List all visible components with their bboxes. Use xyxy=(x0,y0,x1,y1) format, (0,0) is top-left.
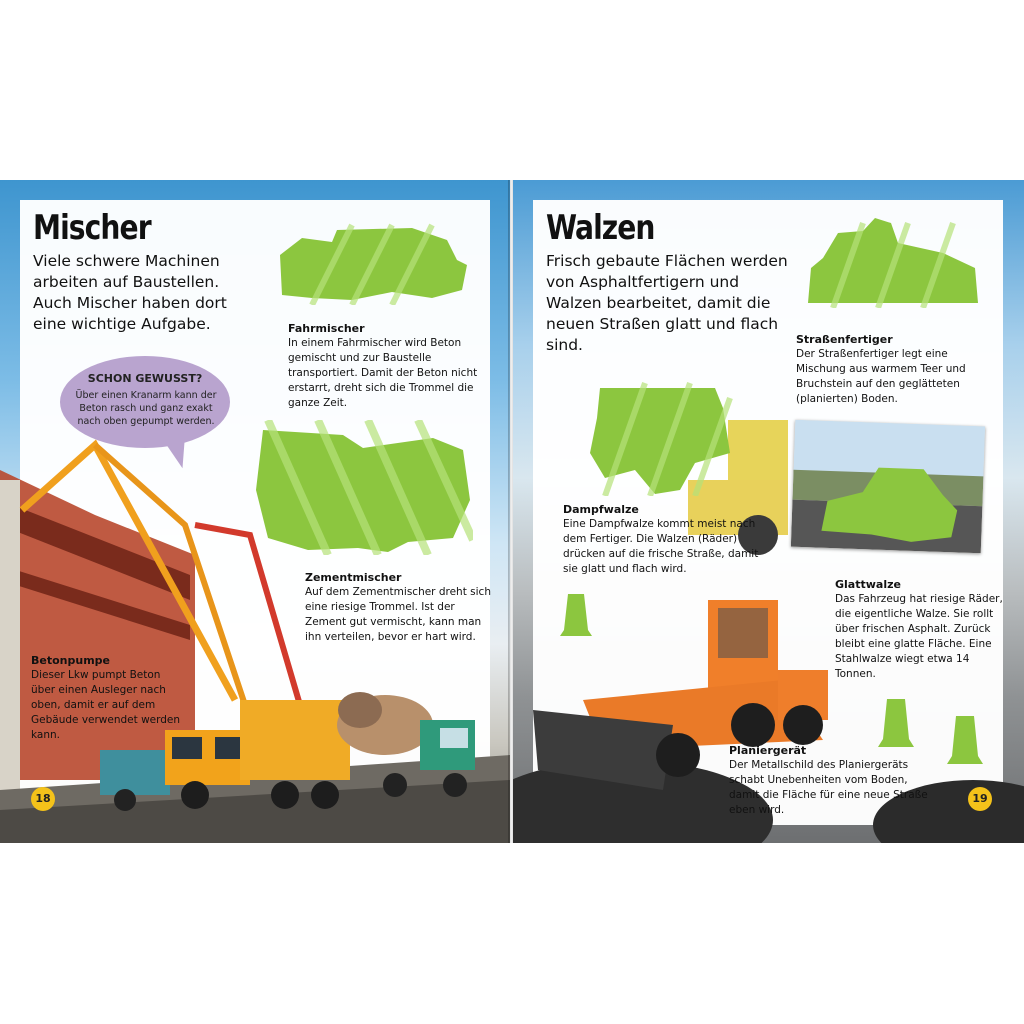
caption-text: Auf dem Zementmischer dreht sich eine riesige Trommel. Ist der Zement gut vermischt, kann man ihn verteilen, bevor er hart wird. xyxy=(305,586,491,643)
inset-scene xyxy=(791,420,985,554)
cone-icon xyxy=(878,697,914,747)
caption-text: Das Fahrzeug hat riesige Räder, die eigentliche Walze. Sie rollt über frischen Asphalt. Zurück bleibt eine glatte Fläche. Eine Stahlwalze wiegt etwa 14 Tonnen. xyxy=(835,593,1003,680)
smooth-roller-inset-photo xyxy=(791,420,985,554)
left-page xyxy=(0,180,510,843)
page-title: Walzen xyxy=(546,208,655,248)
caption-title: Straßenfertiger xyxy=(796,333,893,346)
intro-text: Viele schwere Machinen arbeiten auf Baustellen. Auch Mischer haben dort eine wichtige Aufgabe. xyxy=(33,252,227,333)
caption-fahrmischer xyxy=(288,321,488,411)
truck-mixer-silhouette-icon xyxy=(272,220,472,305)
caption-glattwalze xyxy=(835,577,1010,682)
cement-mixer-silhouette-icon xyxy=(248,420,473,555)
cone-icon xyxy=(560,592,592,636)
caption-title: Betonpumpe xyxy=(31,654,110,667)
road-paver-silhouette-icon xyxy=(803,213,983,308)
did-you-know-title: SCHON GEWUSST? xyxy=(87,372,203,385)
caption-text: In einem Fahrmischer wird Beton gemischt und zur Baustelle transportiert. Damit der Beton nicht erstarrt, dreht sich die Trommel die ganze Zeit. xyxy=(288,337,478,409)
caption-title: Fahrmischer xyxy=(288,322,365,335)
did-you-know-text: Über einen Kranarm kann der Beton rasch und ganz exakt nach oben gepumpt werden. xyxy=(75,390,217,427)
caption-title: Zementmischer xyxy=(305,571,402,584)
intro-text: Frisch gebaute Flächen werden von Asphaltfertigern und Walzen bearbeitet, damit die neuen Straßen glatt und flach sind. xyxy=(546,252,788,354)
page-number: 19 xyxy=(968,787,992,811)
caption-text: Eine Dampfwalze kommt meist nach dem Fertiger. Die Walzen (Räder) drücken auf die frische Straße, damit sie glatt und flach wird. xyxy=(563,518,759,575)
caption-betonpumpe xyxy=(31,653,181,743)
cone-icon xyxy=(947,714,983,764)
page-number: 18 xyxy=(31,787,55,811)
caption-text: Dieser Lkw pumpt Beton über einen Ausleger nach oben, damit er auf dem Gebäude verwendet werden kann. xyxy=(31,669,181,741)
book-spread xyxy=(0,180,1024,843)
caption-title: Dampfwalze xyxy=(563,503,639,516)
caption-zementmischer xyxy=(305,570,495,645)
did-you-know-bubble xyxy=(60,356,230,448)
page-title: Mischer xyxy=(33,208,151,248)
caption-title: Glattwalze xyxy=(835,578,901,591)
caption-text: Der Metallschild des Planiergeräts schabt Unebenheiten vom Boden, damit die Fläche für eine neue Straße eben wird. xyxy=(729,759,928,816)
caption-strassenfertiger xyxy=(796,332,991,407)
caption-title: Planiergerät xyxy=(729,744,807,757)
steam-roller-silhouette-icon xyxy=(585,378,735,496)
caption-planiergeraet xyxy=(729,743,929,818)
caption-text: Der Straßenfertiger legt eine Mischung aus warmem Teer und Bruchstein auf den geglätteten (planierten) Boden. xyxy=(796,348,966,405)
right-page xyxy=(513,180,1024,843)
caption-dampfwalze xyxy=(563,502,763,577)
